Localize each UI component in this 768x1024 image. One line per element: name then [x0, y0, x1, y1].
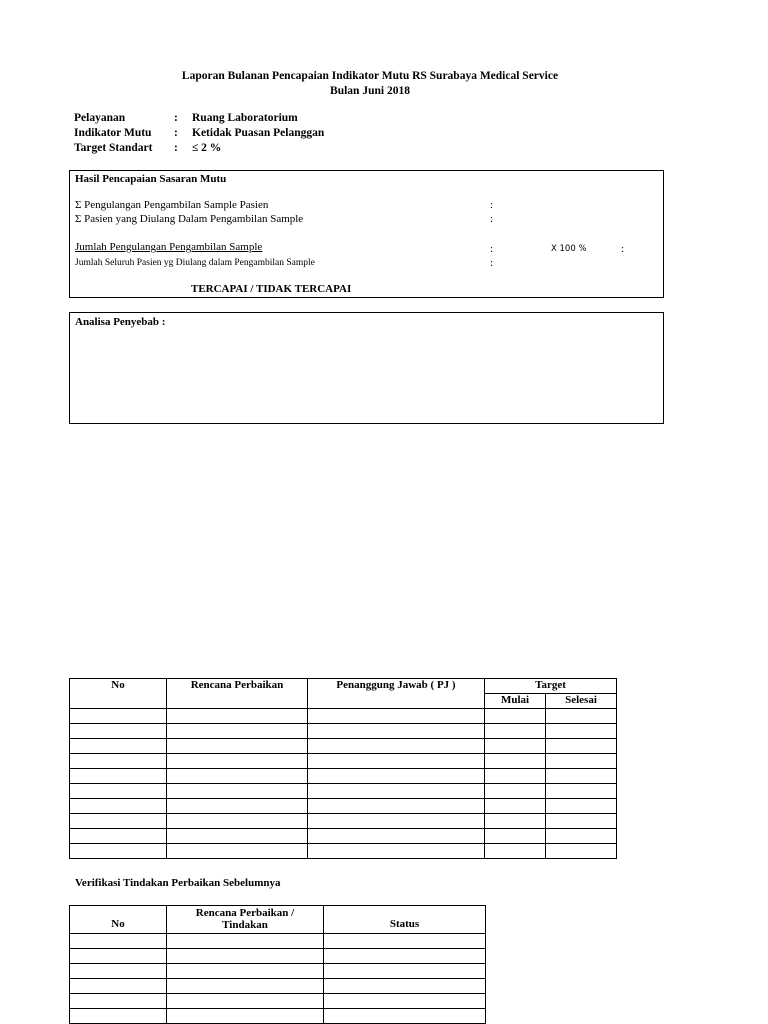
col-header-rencana: Rencana Perbaikan	[167, 679, 308, 709]
table-cell[interactable]	[70, 769, 167, 784]
col-header-mulai: Mulai	[485, 694, 546, 709]
info-label: Target Standart	[74, 142, 153, 154]
table-row	[70, 739, 617, 754]
table-cell[interactable]	[324, 934, 486, 949]
table-cell[interactable]	[485, 739, 546, 754]
table-cell[interactable]	[308, 814, 485, 829]
hasil-box	[69, 170, 664, 298]
table-cell[interactable]	[546, 784, 617, 799]
table-cell[interactable]	[167, 934, 324, 949]
table-cell[interactable]	[324, 964, 486, 979]
table-cell[interactable]	[308, 799, 485, 814]
table-cell[interactable]	[167, 994, 324, 1009]
formula-multiplier: X 100 %	[551, 244, 587, 254]
table-cell[interactable]	[167, 964, 324, 979]
achievement-status: TERCAPAI / TIDAK TERCAPAI	[191, 283, 352, 295]
table-cell[interactable]	[70, 964, 167, 979]
table-cell[interactable]	[70, 829, 167, 844]
table-cell[interactable]	[546, 754, 617, 769]
table-cell[interactable]	[70, 709, 167, 724]
table-cell[interactable]	[308, 844, 485, 859]
table-cell[interactable]	[485, 844, 546, 859]
table-row	[70, 994, 486, 1009]
table-cell[interactable]	[167, 754, 308, 769]
col-header-rencana-line1: Rencana Perbaikan /	[195, 906, 295, 919]
table-cell[interactable]	[70, 739, 167, 754]
table-cell[interactable]	[308, 724, 485, 739]
table-cell[interactable]	[167, 784, 308, 799]
table-cell[interactable]	[70, 799, 167, 814]
table-cell[interactable]	[70, 1009, 167, 1024]
info-row-pelayanan	[74, 112, 474, 127]
table-cell[interactable]	[485, 709, 546, 724]
hasil-title: Hasil Pencapaian Sasaran Mutu	[75, 173, 227, 185]
sum-pengulangan: Σ Pengulangan Pengambilan Sample Pasien	[75, 199, 269, 211]
table-row	[70, 784, 617, 799]
info-colon: :	[174, 127, 178, 139]
table-cell[interactable]	[308, 754, 485, 769]
table-cell[interactable]	[485, 784, 546, 799]
table-row	[70, 979, 486, 994]
table-cell[interactable]	[167, 709, 308, 724]
sum-pasien: Σ Pasien yang Diulang Dalam Pengambilan Sample	[75, 213, 304, 225]
info-value: Ruang Laboratorium	[192, 112, 298, 124]
report-period: Bulan Juni 2018	[330, 85, 410, 97]
table-cell[interactable]	[308, 739, 485, 754]
info-row-target	[74, 142, 474, 157]
analisa-title: Analisa Penyebab :	[75, 316, 166, 328]
table-cell[interactable]	[70, 934, 167, 949]
col-header-rencana-line2: Tindakan	[222, 918, 268, 931]
table-row	[70, 844, 617, 859]
info-value: ≤ 2 %	[192, 142, 222, 154]
table-cell[interactable]	[546, 769, 617, 784]
table-row	[70, 829, 617, 844]
formula-numerator: Jumlah Pengulangan Pengambilan Sample	[75, 241, 263, 253]
table-cell[interactable]	[546, 844, 617, 859]
table-cell[interactable]	[308, 769, 485, 784]
table-cell[interactable]	[308, 784, 485, 799]
table-header-row	[70, 679, 617, 694]
table-cell[interactable]	[167, 844, 308, 859]
table-row	[70, 799, 617, 814]
verifikasi-title: Verifikasi Tindakan Perbaikan Sebelumnya	[75, 877, 281, 889]
table-cell[interactable]	[70, 814, 167, 829]
table-cell[interactable]	[546, 829, 617, 844]
table-cell[interactable]	[546, 739, 617, 754]
table-cell[interactable]	[167, 739, 308, 754]
table-cell[interactable]	[308, 829, 485, 844]
col-header-pj: Penanggung Jawab ( PJ )	[308, 679, 485, 709]
info-value: Ketidak Puasan Pelanggan	[192, 127, 325, 139]
table-cell[interactable]	[167, 724, 308, 739]
info-label: Pelayanan	[74, 112, 126, 124]
table-cell[interactable]	[324, 1009, 486, 1024]
table-cell[interactable]	[485, 799, 546, 814]
table-row	[70, 949, 486, 964]
table-row	[70, 964, 486, 979]
table-cell[interactable]	[308, 709, 485, 724]
table-row	[70, 709, 617, 724]
info-colon: :	[174, 112, 178, 124]
info-colon: :	[174, 142, 178, 154]
table-row	[70, 934, 486, 949]
table-cell[interactable]	[70, 844, 167, 859]
table-cell[interactable]	[546, 799, 617, 814]
formula-denominator: Jumlah Seluruh Pasien yg Diulang dalam Pengambilan Sample	[75, 258, 315, 268]
table-cell[interactable]	[167, 1009, 324, 1024]
table-row	[70, 1009, 486, 1024]
table-cell[interactable]	[70, 754, 167, 769]
col-header-rencana-tindakan	[167, 906, 324, 934]
table-cell[interactable]	[485, 814, 546, 829]
table-cell[interactable]	[70, 949, 167, 964]
table-cell[interactable]	[485, 829, 546, 844]
analisa-box	[69, 312, 664, 424]
table-cell[interactable]	[167, 799, 308, 814]
report-title: Laporan Bulanan Pencapaian Indikator Mutu RS Surabaya Medical Service	[181, 70, 559, 82]
col-header-status: Status	[324, 906, 486, 934]
table-cell[interactable]	[167, 949, 324, 964]
denominator-colon: :	[490, 257, 494, 269]
col-header-no: No	[70, 906, 167, 934]
table-cell[interactable]	[485, 769, 546, 784]
table-cell[interactable]	[167, 814, 308, 829]
table-cell[interactable]	[546, 814, 617, 829]
sum-pengulangan-colon: :	[490, 199, 494, 211]
numerator-colon: :	[490, 243, 494, 255]
table-cell[interactable]	[485, 754, 546, 769]
table-cell[interactable]	[70, 784, 167, 799]
col-header-selesai: Selesai	[546, 694, 617, 709]
table-cell[interactable]	[70, 994, 167, 1009]
table-cell[interactable]	[167, 769, 308, 784]
rencana-perbaikan-table	[69, 678, 617, 859]
table-cell[interactable]	[324, 994, 486, 1009]
col-header-no: No	[70, 679, 167, 709]
table-cell[interactable]	[70, 979, 167, 994]
table-row	[70, 814, 617, 829]
table-row	[70, 754, 617, 769]
table-cell[interactable]	[167, 829, 308, 844]
table-cell[interactable]	[167, 979, 324, 994]
table-cell[interactable]	[546, 709, 617, 724]
table-cell[interactable]	[546, 724, 617, 739]
col-header-target: Target	[485, 679, 617, 694]
result-colon: :	[621, 243, 625, 255]
table-cell[interactable]	[324, 979, 486, 994]
sum-pasien-colon: :	[490, 213, 494, 225]
table-header-row	[70, 906, 486, 934]
verifikasi-table	[69, 905, 486, 1024]
table-cell[interactable]	[324, 949, 486, 964]
report-info	[74, 112, 474, 160]
info-label: Indikator Mutu	[74, 127, 152, 139]
table-cell[interactable]	[485, 724, 546, 739]
table-row	[70, 769, 617, 784]
table-row	[70, 724, 617, 739]
info-row-indikator	[74, 127, 474, 142]
table-cell[interactable]	[70, 724, 167, 739]
